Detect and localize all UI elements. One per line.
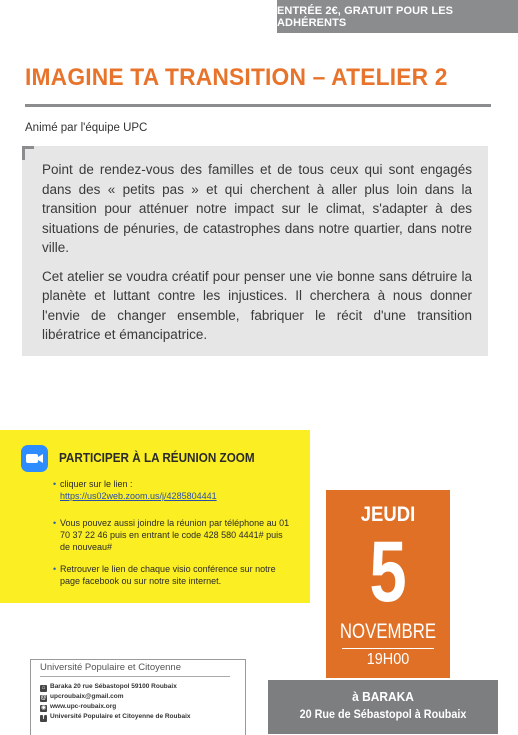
zoom-link[interactable]: https://us02web.zoom.us/j/4285804441 (60, 491, 217, 501)
facebook-text: Université Populaire et Citoyenne de Roubaix (50, 713, 191, 720)
email-icon: @ (40, 695, 47, 701)
home-icon: ⌂ (41, 685, 46, 691)
website-text: www.upc-roubaix.org (50, 703, 117, 710)
page-title: IMAGINE TA TRANSITION – ATELIER 2 (25, 64, 448, 91)
zoom-click-item (53, 478, 295, 502)
organization-name: Université Populaire et Citoyenne (40, 662, 181, 673)
event-day: JEUDI (360, 503, 416, 526)
event-day-number: 5 (369, 524, 407, 620)
date-divider (342, 648, 434, 649)
zoom-phone-item (53, 517, 295, 553)
address-text: Baraka 20 rue Sébastopol 59100 Roubaix (50, 683, 177, 690)
title-underline (25, 104, 491, 107)
zoom-facebook-text: Retrouver le lien de chaque visio conférence sur notre page facebook ou sur notre site internet. (60, 564, 276, 586)
web-icon: ◉ (40, 705, 47, 711)
zoom-click-label: cliquer sur le lien : (60, 479, 133, 489)
zoom-phone-text: Vous pouvez aussi joindre la réunion par téléphone au 01 70 37 22 46 puis en entrant le code 428 580 4441# puis de nouveau# (60, 518, 290, 552)
bullet-icon: • (53, 518, 57, 528)
event-subtitle: Animé par l'équipe UPC (25, 122, 148, 134)
entry-banner: ENTRÉE 2€, GRATUIT POUR LES ADHÉRENTS (277, 0, 518, 33)
description-paragraph-2: Cet atelier se voudra créatif pour penser une vie bonne sans détruire la planète et luttant contre les injustices. Il cherchera à nous donner l'envie de changer ensemble, fabriquer le récit d'une transition libératrice et émancipatrice. (42, 268, 472, 342)
venue-address: 20 Rue de Sébastopol à Roubaix (299, 707, 467, 721)
description-text (42, 160, 472, 354)
bullet-icon: • (53, 479, 57, 489)
bullet-icon: • (53, 564, 57, 574)
event-time: 19H00 (366, 651, 410, 668)
venue-name: à BARAKA (352, 689, 414, 704)
organization-facebook (40, 713, 191, 722)
organization-website (40, 703, 116, 712)
email-text: upcroubaix@gmail.com (50, 693, 124, 700)
event-month: NOVEMBRE (339, 620, 437, 643)
organization-address (40, 683, 177, 692)
zoom-facebook-item (53, 563, 295, 587)
description-corner-left (22, 146, 25, 160)
organization-divider (40, 676, 230, 677)
organization-email (40, 693, 124, 702)
description-paragraph-1: Point de rendez-vous des familles et de tous ceux qui sont engagés dans des « petits pas » et qui cherchent à aller plus loin dans la transition pour atténuer notre impact sur le climat, s'adapter à des situations de pénuries, de catastrophes dans notre quartier, dans notre ville. (42, 162, 472, 255)
zoom-title: PARTICIPER À LA RÉUNION ZOOM (59, 450, 255, 465)
facebook-icon: f (40, 715, 47, 722)
video-camera-icon (21, 445, 48, 472)
